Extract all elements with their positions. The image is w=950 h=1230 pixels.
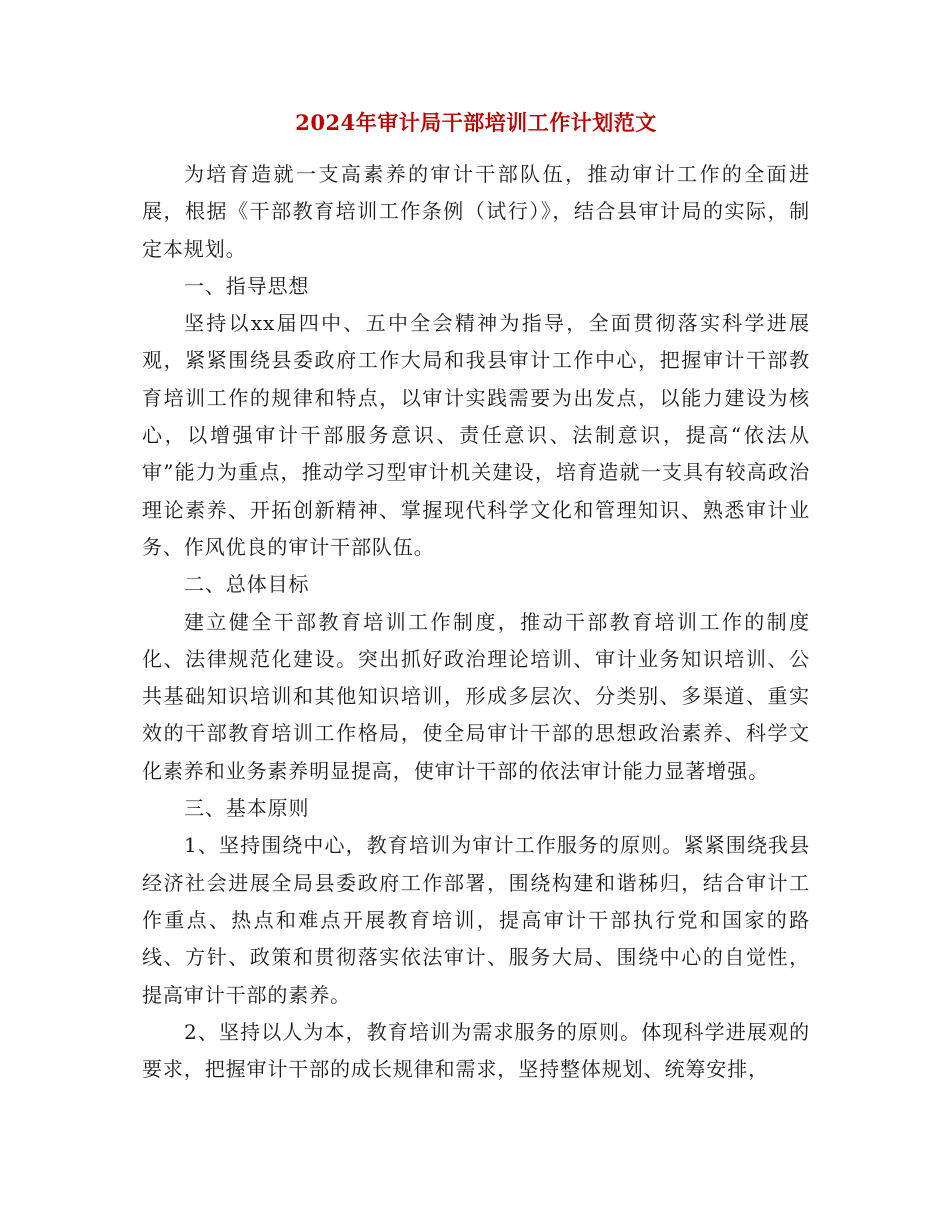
section-heading-overall-goals: 二、总体目标 xyxy=(184,572,310,597)
section-body-overall-goals: 建立健全干部教育培训工作制度，推动干部教育培训工作的制度化、法律规范化建设。突出抓好政治理论培训、审计业务知识培训、公共基础知识培训和其他知识培训，形成多层次、分类别、多渠道、重实效的干部教育培训工作格局，使全局审计干部的思想政治素养、科学文化素养和业务素养明显提高，使审计干部的依法审计能力显著增强。 xyxy=(142,609,810,783)
section-heading-basic-principles: 三、基本原则 xyxy=(184,796,310,821)
intro-paragraph: 为培育造就一支高素养的审计干部队伍，推动审计工作的全面进展，根据《干部教育培训工作条例（试行）》，结合县审计局的实际，制定本规划。 xyxy=(142,162,810,261)
section-heading-guiding-ideology: 一、指导思想 xyxy=(184,273,310,298)
document-page xyxy=(142,108,810,1088)
document-title: 2024年审计局干部培训工作计划范文 xyxy=(295,110,657,135)
principle-paragraph-2: 2、坚持以人为本，教育培训为需求服务的原则。体现科学进展观的要求，把握审计干部的成长规律和需求，坚持整体规划、统筹安排， xyxy=(142,1019,810,1082)
principle-paragraph-1: 1、坚持围绕中心，教育培训为审计工作服务的原则。紧紧围绕我县经济社会进展全局县委政府工作部署，围绕构建和谐秭归，结合审计工作重点、热点和难点开展教育培训，提高审计干部执行党和国家的路线、方针、政策和贯彻落实依法审计、服务大局、围绕中心的自觉性，提高审计干部的素养。 xyxy=(142,833,810,1007)
section-body-guiding-ideology: 坚持以xx届四中、五中全会精神为指导，全面贯彻落实科学进展观，紧紧围绕县委政府工作大局和我县审计工作中心，把握审计干部教育培训工作的规律和特点，以审计实践需要为出发点，以能力建设为核心，以增强审计干部服务意识、责任意识、法制意识，提高“依法从审”能力为重点，推动学习型审计机关建设，培育造就一支具有较高政治理论素养、开拓创新精神、掌握现代科学文化和管理知识、熟悉审计业务、作风优良的审计干部队伍。 xyxy=(142,311,810,559)
